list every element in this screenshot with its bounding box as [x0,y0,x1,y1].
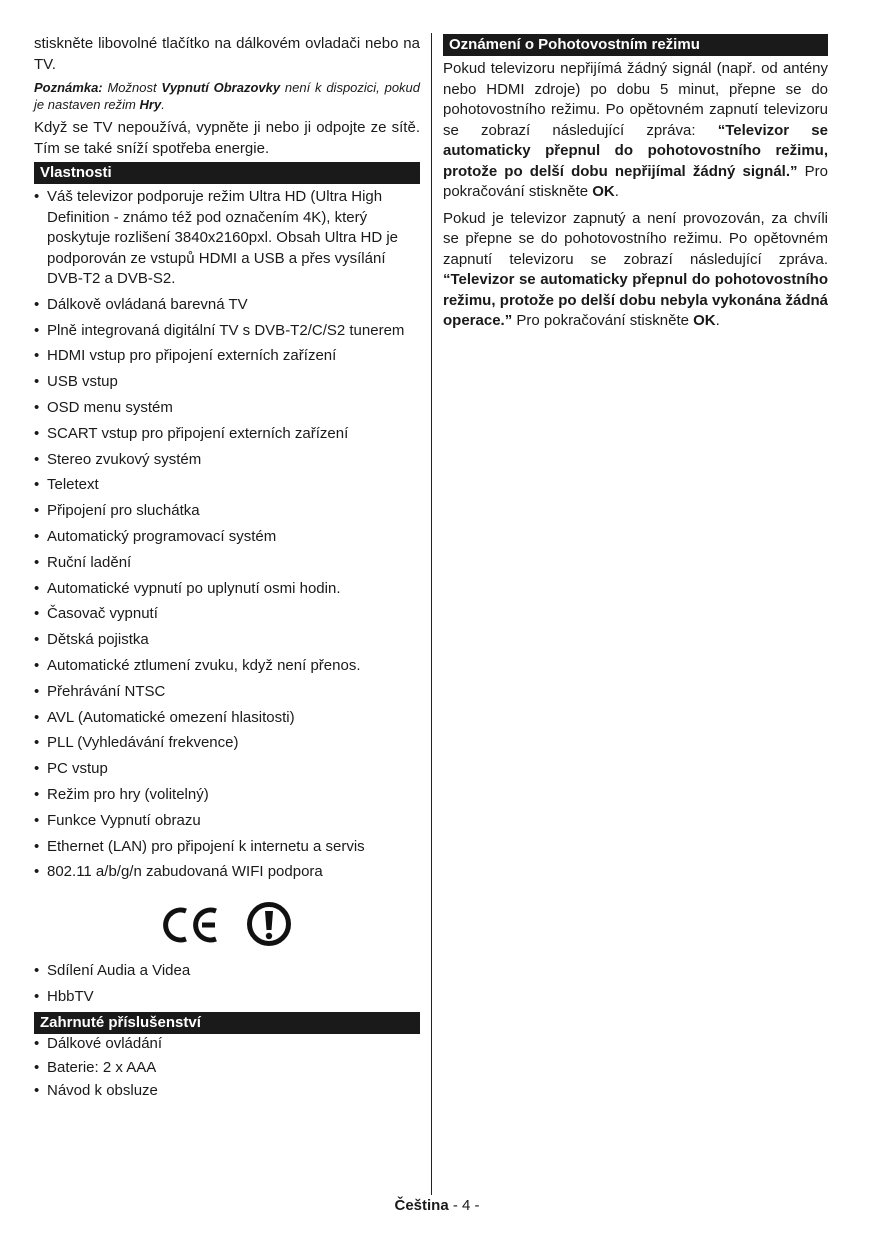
page-footer [0,1196,874,1216]
p2-end: . [715,312,720,329]
note-text-3: . [161,96,165,112]
p2-text: Pokud je televizor zapnutý a není provozován, za chvíli se přepne se do pohotovostního režimu. Po opětovném zapnutí televizoru se zobrazí následující zpráva. [443,209,828,268]
p2-message: “Televizor se automaticky přepnul do pohotovostního režimu, protože po delší dobu nebyla vykonána žádná operace.” [443,271,828,329]
feature-item: • USB vstup [34,372,420,393]
accessory-item: • Návod k obsluze [34,1081,420,1102]
p2-key: OK [693,312,716,329]
feature-item: • PC vstup [34,759,420,780]
feature-item: • PLL (Vyhledávání frekvence) [34,733,420,754]
feature-item: • HDMI vstup pro připojení externích zařízení [34,346,420,367]
class-2-alert-icon [246,901,292,947]
standby-paragraph-1 [443,59,828,203]
feature-item: • HbbTV [34,987,420,1008]
left-column [34,34,420,1102]
feature-item: • Automatické ztlumení zvuku, když není přenos. [34,656,420,677]
feature-item: • Dálkově ovládaná barevná TV [34,295,420,316]
right-column [443,34,828,332]
feature-item: • Stereo zvukový systém [34,450,420,471]
p1-message: “Televizor se automaticky přepnul do pohotovostního režimu, protože po delší dobu nepřijímal žádný signál.” [443,121,828,180]
p1-after: Pro pokračování stiskněte [443,162,828,200]
feature-item: • 802.11 a/b/g/n zabudovaná WIFI podpora [34,862,420,883]
accessory-item: • Dálkové ovládání [34,1034,420,1055]
accessory-item: • Baterie: 2 x AAA [34,1058,420,1079]
intro-text: stiskněte libovolné tlačítko na dálkovém ovladači nebo na TV. [34,35,420,73]
note [34,80,420,113]
feature-item: • Časovač vypnutí [34,604,420,625]
p1-end: . [614,183,619,200]
note-label: Poznámka: [34,80,103,95]
accessories-list [34,1034,420,1102]
feature-item: • Přehrávání NTSC [34,682,420,703]
feature-item: • Automatický programovací systém [34,527,420,548]
feature-item: • Funkce Vypnutí obrazu [34,811,420,832]
certification-marks [34,897,420,957]
feature-item: • Ruční ladění [34,553,420,574]
feature-item: • Sdílení Audia a Videa [34,961,420,982]
p2-after: Pro pokračování stiskněte [512,312,694,329]
feature-item: • Teletext [34,475,420,496]
standby-paragraph-2 [443,209,828,332]
feature-item: • AVL (Automatické omezení hlasitosti) [34,708,420,729]
feature-item: • Automatické vypnutí po uplynutí osmi hodin. [34,579,420,600]
feature-item: • SCART vstup pro připojení externích zařízení [34,424,420,445]
note-text-2: není k dispozici, pokud je nastaven režim [34,80,421,112]
features-list [34,187,420,883]
page-number: - 4 - [448,1197,480,1214]
footer-language: Čeština [394,1197,449,1214]
p1-key: OK [592,183,615,200]
feature-item: • Váš televizor podporuje režim Ultra HD (Ultra High Definition - známo též pod označením 4K), který poskytuje rozlišení 3840x2160pxl. Obsah Ultra HD je podporován ze vstupů HDMI a USB a přes vysílání DVB-T2 a DVB-S2. [34,187,420,290]
note-mode: Hry [139,96,162,112]
power-saving-text: Když se TV nepoužívá, vypněte ji nebo ji odpojte ze sítě. Tím se také sníží spotřeba energie. [34,119,420,157]
feature-item: • Režim pro hry (volitelný) [34,785,420,806]
feature-item: • OSD menu systém [34,398,420,419]
feature-item: • Plně integrovaná digitální TV s DVB-T2/C/S2 tunerem [34,321,420,342]
feature-item: • Dětská pojistka [34,630,420,651]
feature-item: • Ethernet (LAN) pro připojení k internetu a servis [34,837,420,858]
features-heading: Vlastnosti [34,162,420,184]
ce-mark-icon [162,905,222,945]
note-text-1: Možnost [102,80,162,95]
features-list-continued [34,961,420,1007]
p1-text: Pokud televizoru nepřijímá žádný signál (např. od antény nebo HDMI zdroje) po dobu 5 minut, přepne se do pohotovostního režimu. Po opětovném zapnutí televizoru se zobrazí následující zpráva: [443,60,828,139]
note-term: Vypnutí Obrazovky [161,80,281,95]
column-divider [431,33,432,1195]
standby-notice-heading: Oznámení o Pohotovostním režimu [443,34,828,56]
feature-item: • Připojení pro sluchátka [34,501,420,522]
accessories-heading: Zahrnuté příslušenství [34,1012,420,1034]
